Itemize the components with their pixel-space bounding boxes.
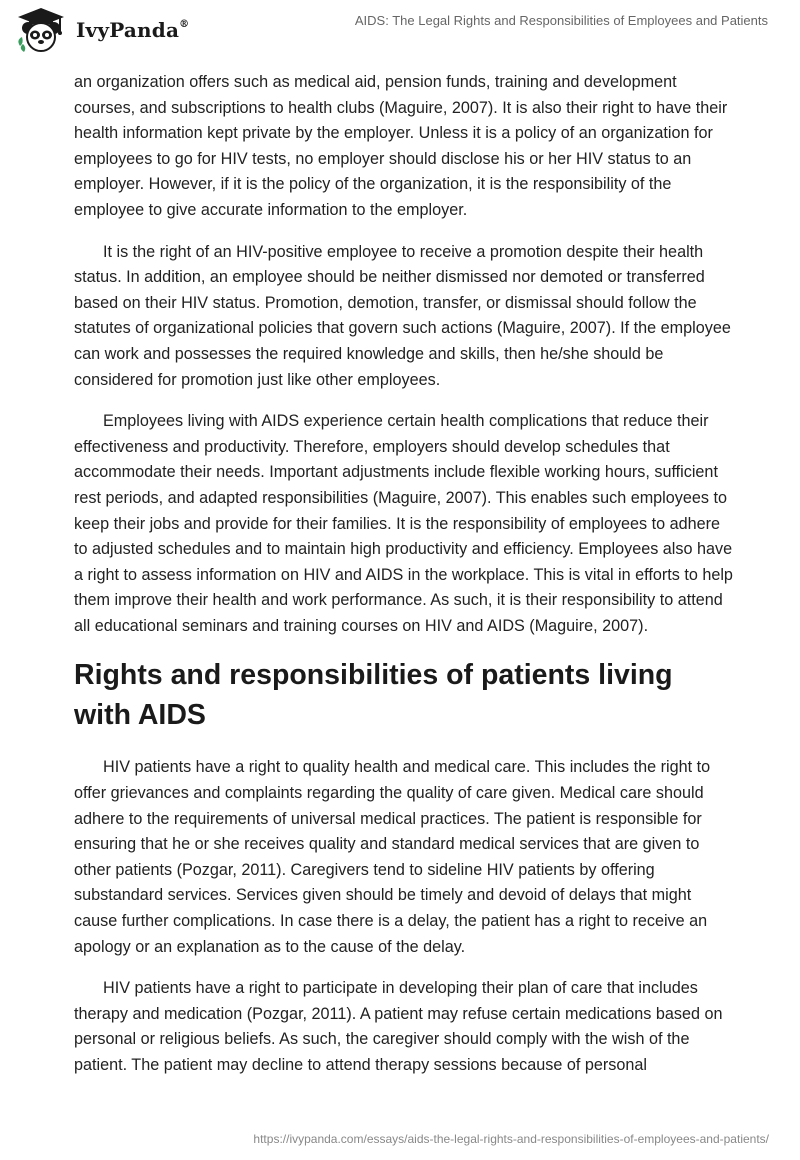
paragraph: It is the right of an HIV-positive employee to receive a promotion despite their health status. In addition, an employee should be neither dismissed nor demoted or transferred based on their HIV status. Promotion, demotion, transfer, or dismissal should follow the statutes of organizational policies that govern such actions (Maguire, 2007). If the employee can work and possesses the required knowledge and skills, then he/she should be considered for promotion just like other employees.: [74, 242, 731, 389]
brand-name-text: IvyPanda: [76, 18, 180, 42]
section-heading: Rights and responsibilities of patients living with AIDS: [74, 659, 673, 732]
paragraph: HIV patients have a right to participate in developing their plan of care that includes therapy and medication (Pozgar, 2011). A patient may refuse certain medications based on personal or religious beliefs. As such, the caregiver should comply with the wish of the patient. The patient may decline to attend therapy sessions because of personal: [74, 979, 723, 1074]
panda-graduate-icon: [14, 6, 68, 54]
document-title: AIDS: The Legal Rights and Responsibilities of Employees and Patients: [354, 13, 768, 28]
paragraph: HIV patients have a right to quality health and medical care. This includes the right to offer grievances and complaints regarding the quality of care given. Medical care should adhere to the requirements of universal medical practices. The patient is responsible for ensuring that he or she receives quality and standard medical services that are given to other patients (Pozgar, 2011). Caregivers tend to sideline HIV patients by offering substandard services. Services given should be timely and devoid of delays that might cause further complications. In case there is a delay, the patient has a right to receive an apology or an explanation as to the cause of the delay.: [74, 758, 711, 956]
page-header: [0, 0, 800, 62]
brand-name: [76, 18, 189, 42]
registered-mark: ®: [179, 19, 190, 31]
paragraph: an organization offers such as medical aid, pension funds, training and development courses, and subscriptions to health clubs (Maguire, 2007). It is also their right to have their health information kept private by the employer. Unless it is a policy of an organization for employees to go for HIV tests, no employer should disclose his or her HIV status to an employer. However, if it is the policy of the organization, it is the responsibility of the employee to give accurate information to the employer.: [74, 73, 728, 219]
ivypanda-logo[interactable]: [14, 6, 189, 54]
essay-body: [74, 70, 734, 1095]
source-url[interactable]: https://ivypanda.com/essays/aids-the-legal-rights-and-responsibilities-of-employees-and-patients/: [253, 1132, 769, 1146]
paragraph: Employees living with AIDS experience certain health complications that reduce their effectiveness and productivity. Therefore, employers should develop schedules that accommodate their needs. Important adjustments include flexible working hours, sufficient rest periods, and adapted responsibilities (Maguire, 2007). This enables such employees to keep their jobs and provide for their families. It is the responsibility of employees to adhere to adjusted schedules and to maintain high productivity and efficiency. Employees also have a right to assess information on HIV and AIDS in the workplace. This is vital in efforts to help them improve their health and work performance. As such, it is their responsibility to attend all educational seminars and training courses on HIV and AIDS (Maguire, 2007).: [74, 412, 733, 635]
